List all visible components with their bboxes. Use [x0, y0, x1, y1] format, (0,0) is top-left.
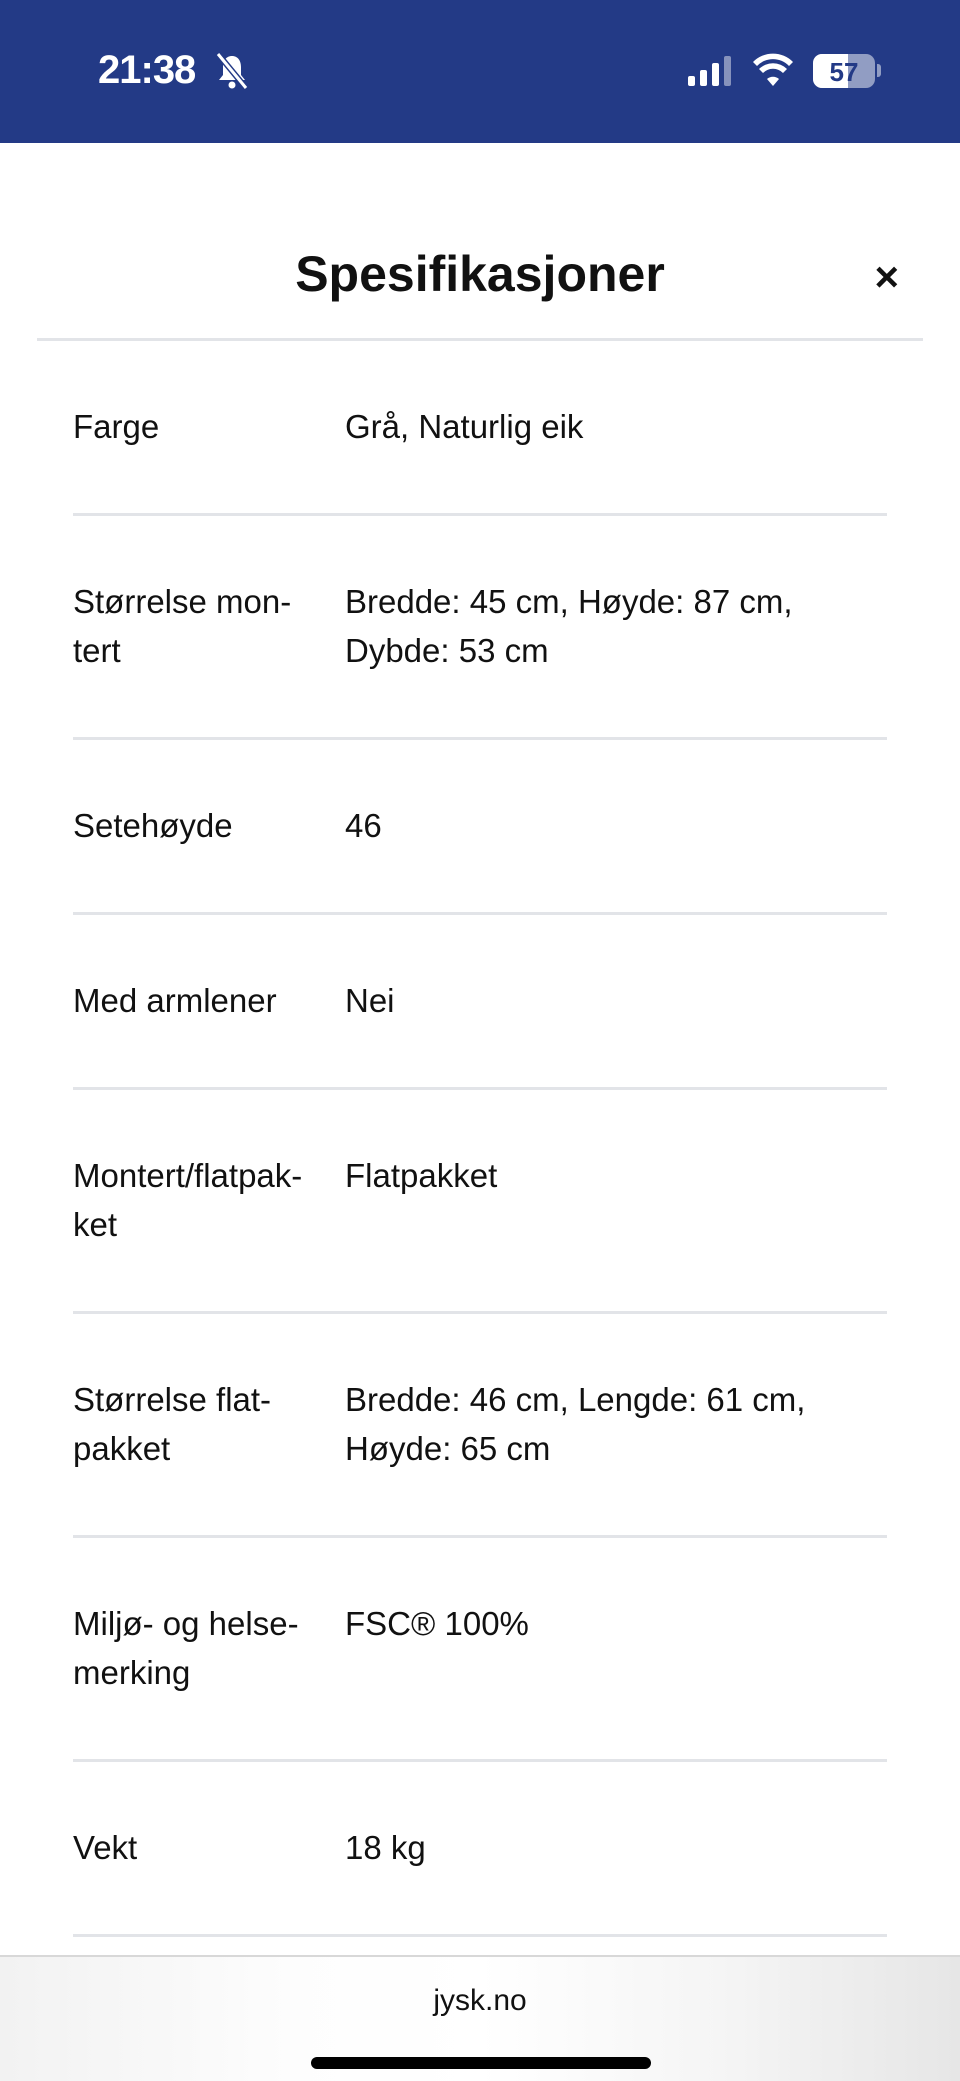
spec-value: FSC® 100%: [345, 1605, 529, 1642]
spec-value: 18 kg: [345, 1829, 426, 1866]
spec-table: [73, 341, 887, 1937]
spec-row: [73, 740, 887, 915]
cellular-signal-icon: [688, 56, 731, 86]
home-indicator[interactable]: [311, 2057, 651, 2069]
battery-icon: 57: [813, 54, 875, 88]
spec-row: [73, 915, 887, 1090]
battery-nub: [877, 64, 881, 77]
spec-label: Størrelse mon- tert: [73, 583, 292, 669]
silent-bell-icon: [214, 52, 250, 90]
spec-label: Farge: [73, 408, 160, 445]
spec-value: Nei: [345, 982, 395, 1019]
wifi-icon: [752, 52, 794, 88]
spec-label: Miljø- og helse- merking: [73, 1605, 299, 1691]
spec-row: [73, 1090, 887, 1314]
spec-value: Bredde: 45 cm, Høyde: 87 cm, Dybde: 53 cm: [345, 583, 793, 669]
browser-bar: [0, 1955, 960, 2081]
spec-row: [73, 1762, 887, 1937]
spec-label: Montert/flatpak- ket: [73, 1157, 303, 1243]
spec-row: [73, 516, 887, 740]
sheet-title: Spesifikasjoner: [295, 246, 665, 302]
spec-label: Setehøyde: [73, 807, 233, 844]
sheet-header: [37, 143, 923, 341]
spec-row: [73, 1314, 887, 1538]
spec-value: Bredde: 46 cm, Lengde: 61 cm, Høyde: 65 cm: [345, 1381, 806, 1467]
spec-label: Størrelse flat- pakket: [73, 1381, 272, 1467]
clock: 21:38: [98, 48, 196, 92]
spec-label: Med armlener: [73, 982, 277, 1019]
close-icon[interactable]: ×: [874, 253, 899, 300]
spec-value: 46: [345, 807, 382, 844]
spec-value: Flatpakket: [345, 1157, 498, 1194]
spec-row: [73, 1538, 887, 1762]
url-label[interactable]: jysk.no: [433, 1984, 527, 2017]
spec-label: Vekt: [73, 1829, 138, 1866]
status-bar: [0, 0, 960, 143]
spec-row: [73, 341, 887, 516]
spec-value: Grå, Naturlig eik: [345, 408, 584, 445]
